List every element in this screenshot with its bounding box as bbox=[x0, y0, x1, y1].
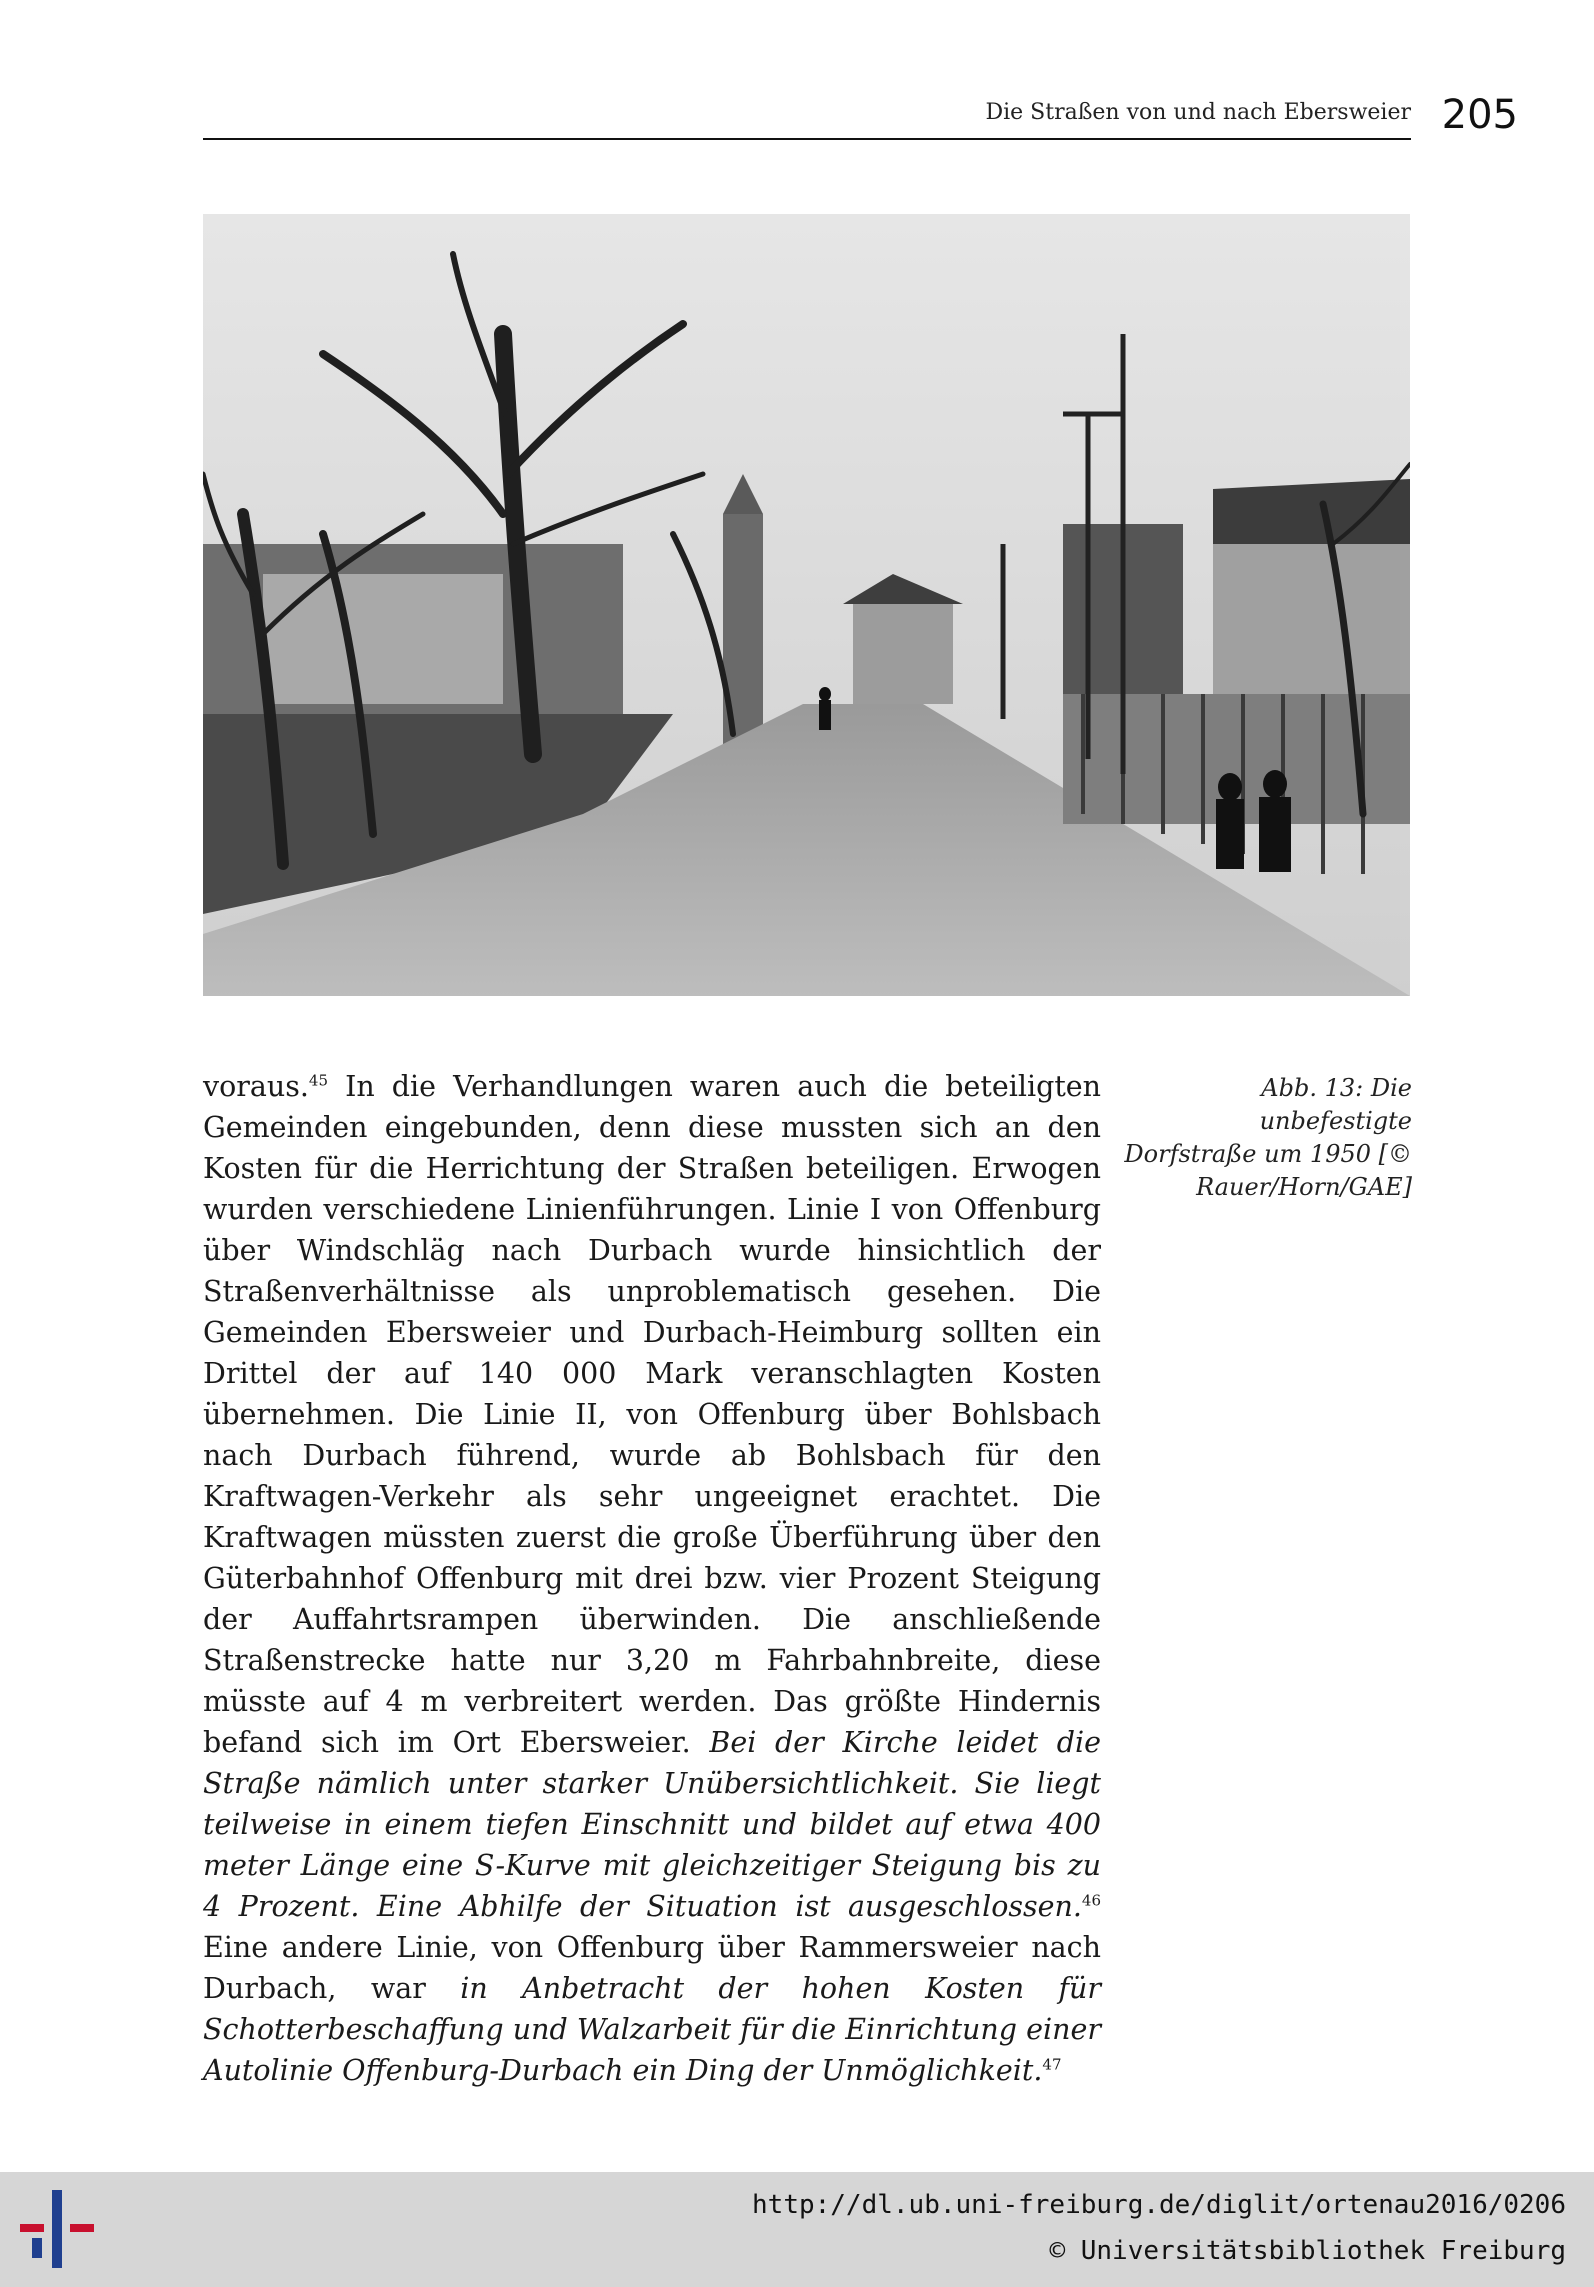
footer-bar bbox=[0, 2172, 1594, 2287]
photo-village-street-icon bbox=[203, 214, 1410, 996]
ub-freiburg-logo-icon bbox=[18, 2184, 98, 2274]
footnote-ref-45[interactable]: 45 bbox=[308, 1071, 329, 1090]
running-title: Die Straßen von und nach Ebersweier bbox=[985, 100, 1411, 125]
body-text-linie: Eine andere Linie, von Offenburg über Rammersweier nach Durbach, war bbox=[203, 1931, 1101, 2005]
body-paragraph bbox=[203, 1066, 1101, 2091]
quote-kirche: Bei der Kirche leidet die Straße nämlich unter starker Unübersichtlichkeit. Sie liegt teilweise in einem tiefen Einschnitt und bildet auf etwa 400 meter Länge eine S-Kurve mit gleichzeitiger Steigung bis zu 4 Prozent. Eine Abhilfe der Situation ist ausgeschlossen. bbox=[203, 1726, 1101, 1923]
copyright-text: © Universitätsbibliothek Freiburg bbox=[1049, 2236, 1566, 2266]
header-rule bbox=[203, 138, 1411, 140]
footnote-ref-47[interactable]: 47 bbox=[1042, 2055, 1062, 2074]
source-url-link[interactable]: http://dl.ub.uni-freiburg.de/diglit/ortenau2016/0206 bbox=[752, 2190, 1566, 2220]
figure-photo bbox=[203, 214, 1410, 996]
quote-unmoeglichkeit: in Anbetracht der hohen Kosten für Schotterbeschaffung und Walzarbeit für die Einrichtung einer Autolinie Offenburg-Durbach ein Ding der Unmöglichkeit. bbox=[203, 1972, 1101, 2087]
body-text-start: voraus. bbox=[203, 1070, 309, 1103]
footnote-ref-46[interactable]: 46 bbox=[1081, 1891, 1101, 1910]
body-text-main: In die Verhandlungen waren auch die beteiligten Gemeinden eingebunden, denn diese mussten sich an den Kosten für die Herrichtung der Straßen beteiligen. Erwogen wurden verschiedene Linienführungen. Linie I von Offenburg über Windschläg nach Durbach wurde hinsichtlich der Straßenverhältnisse als unproblematisch gesehen. Die Gemeinden Ebersweier und Durbach-Heimburg sollten ein Drittel der auf 140 000 Mark veranschlagten Kosten übernehmen. Die Linie II, von Offenburg über Bohlsbach nach Durbach führend, wurde ab Bohlsbach für den Kraftwagen-Verkehr als sehr ungeeignet erachtet. Die Kraftwagen müssten zuerst die große Überführung über den Güterbahnhof Offenburg mit drei bzw. vier Prozent Steigung der Auffahrtsrampen überwinden. Die anschließende Straßenstrecke hatte nur 3,20 m Fahrbahnbreite, diese müsste auf 4 m verbreitert werden. Das größte Hindernis befand sich im Ort Ebersweier. bbox=[203, 1070, 1101, 1759]
page-number: 205 bbox=[1441, 92, 1518, 138]
figure-caption: Abb. 13: Die unbefestigte Dorfstraße um 1950 [© Rauer/Horn/GAE] bbox=[1124, 1074, 1412, 1201]
page-header bbox=[203, 92, 1518, 142]
